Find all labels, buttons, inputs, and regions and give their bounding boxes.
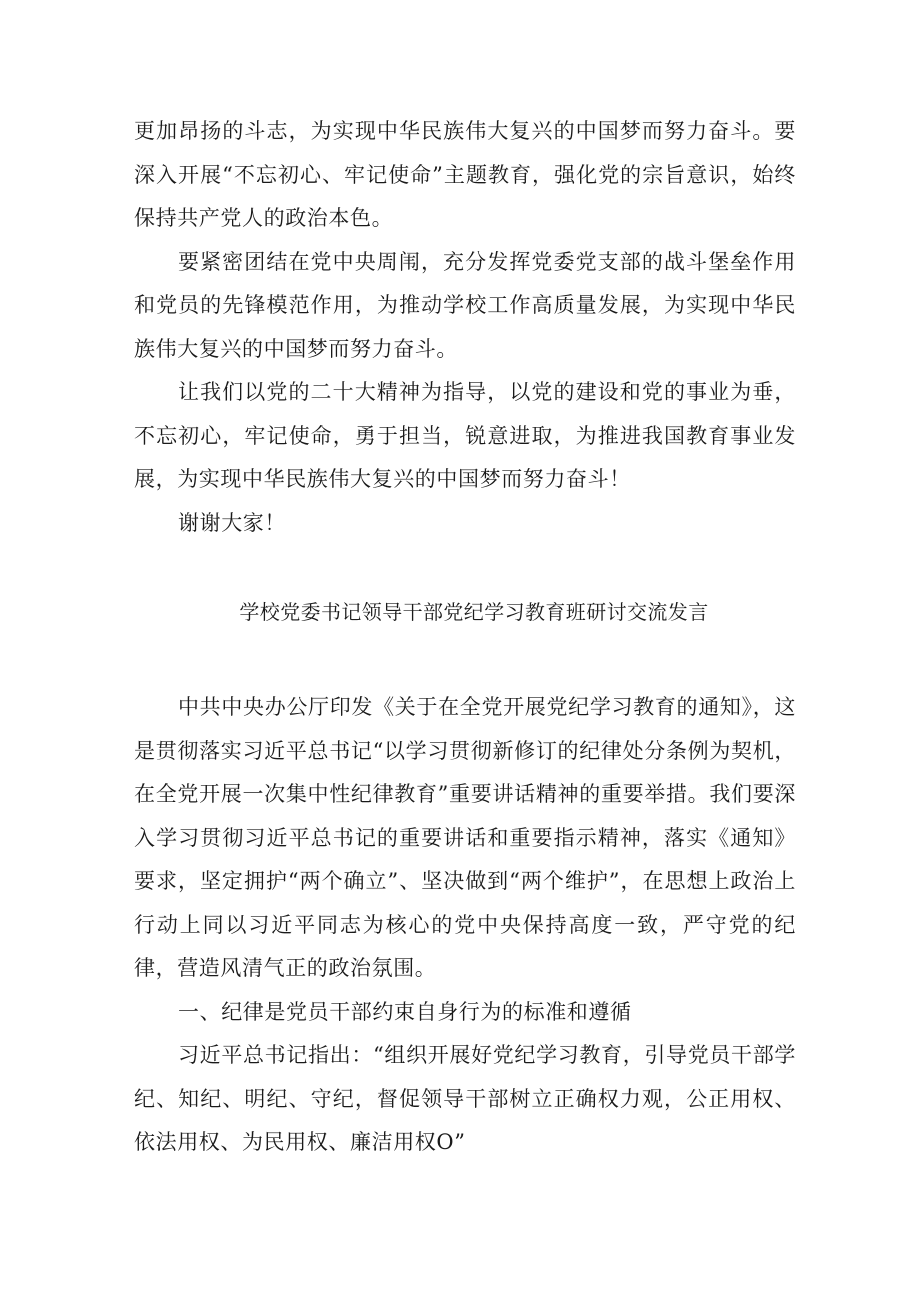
heading-one: 一、纪律是党员干部约束自身行为的标准和遵循	[178, 999, 632, 1024]
section-two-body	[134, 686, 796, 1165]
section-one-body	[134, 110, 796, 545]
paragraph: 习近平总书记指出：“组织开展好党纪学习教育，引导党员干部学纪、知纪、明纪、守纪，督促领导干部树立正确权力观，公正用权、依法用权、为民用权、廉洁用权O”	[134, 1043, 796, 1154]
closing-thanks: 谢谢大家！	[178, 510, 286, 535]
section-title: 学校党委书记领导干部党纪学习教育班研讨交流发言	[239, 600, 709, 624]
paragraph: 中共中央办公厅印发《关于在全党开展党纪学习教育的通知》，这是贯彻落实习近平总书记“以学习贯彻新修订的纪律处分条例为契机，在全党开展一次集中性纪律教育”重要讲话精神的重要举措。我们要深入学习贯彻习近平总书记的重要讲话和重要指示精神，落实《通知》要求，坚定拥护“两个确立”、坚决做到“两个维护”，在思想上政治上行动上同以习近平同志为核心的党中央保持高度一致，严守党的纪律，营造风清气正的政治氛围。	[134, 695, 796, 980]
paragraph-continuation: 更加昂扬的斗志，为实现中华民族伟大复兴的中国梦而努力奋斗。要深入开展“不忘初心、牢记使命”主题教育，强化党的宗旨意识，始终保持共产党人的政治本色。	[134, 119, 796, 230]
paragraph: 让我们以党的二十大精神为指导，以党的建设和党的事业为垂，不忘初心，牢记使命，勇于担当，锐意进取，为推进我国教育事业发展，为实现中华民族伟大复兴的中国梦而努力奋斗！	[134, 380, 796, 491]
paragraph: 要紧密团结在党中央周闱，充分发挥党委党支部的战斗堡垒作用和党员的先锋模范作用，为推动学校工作高质量发展，为实现中华民族伟大复兴的中国梦而努力奋斗。	[134, 249, 796, 361]
